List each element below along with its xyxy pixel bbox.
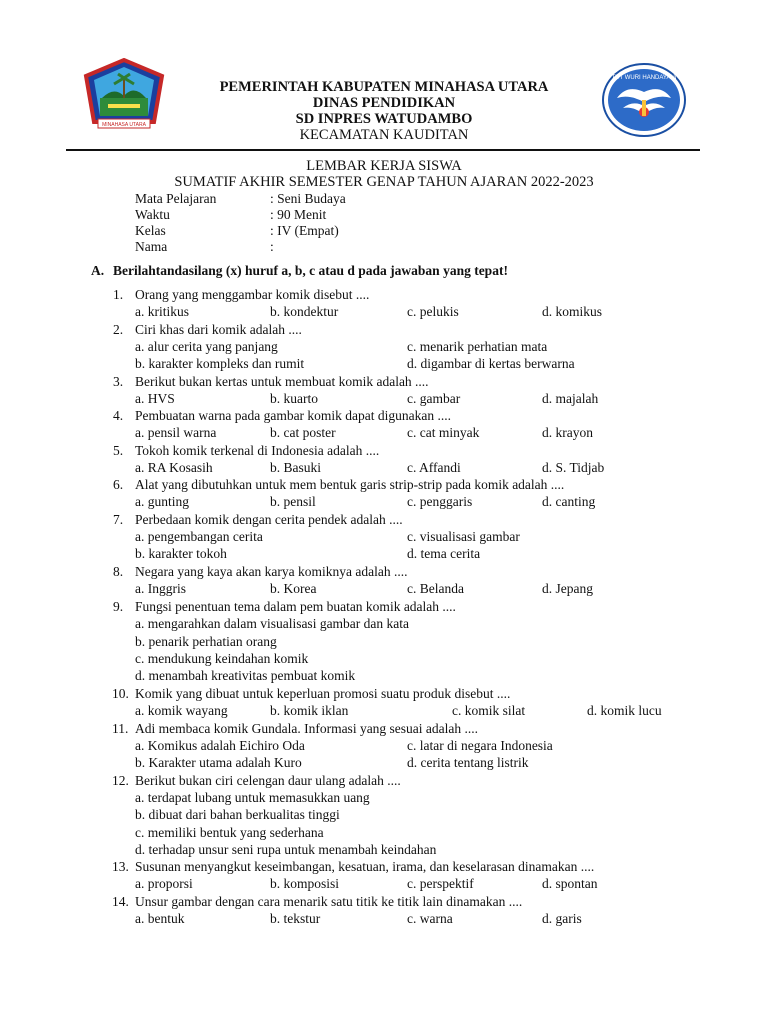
header-department: DINAS PENDIDIKAN — [312, 95, 456, 111]
info-label: Nama — [135, 239, 168, 254]
answer-option: b. Karakter utama adalah Kuro — [135, 755, 302, 770]
regency-emblem-text: MINAHASA UTARA — [102, 122, 146, 128]
section-instruction: Berilahtandasilang (x) huruf a, b, c atau d pada jawaban yang tepat! — [113, 263, 508, 278]
answer-option: c. komik silat — [452, 703, 526, 718]
info-value: : IV (Empat) — [270, 223, 339, 238]
question-number: 14. — [112, 894, 129, 909]
answer-option: b. komposisi — [270, 876, 340, 891]
answer-option: b. komik iklan — [270, 703, 349, 718]
header-divider — [66, 149, 700, 151]
answer-option: a. Komikus adalah Eichiro Oda — [135, 738, 305, 753]
exam-title: SUMATIF AKHIR SEMESTER GENAP TAHUN AJARAN 2022-2023 — [174, 174, 594, 190]
answer-option: d. Jepang — [542, 581, 593, 596]
question-text: Ciri khas dari komik adalah .... — [135, 322, 302, 337]
info-value: : Seni Budaya — [270, 191, 346, 206]
question-text: Fungsi penentuan tema dalam pem buatan komik adalah .... — [135, 599, 456, 614]
answer-option: c. menarik perhatian mata — [407, 339, 548, 354]
answer-option: b. pensil — [270, 494, 316, 509]
answer-option: d. terhadap unsur seni rupa untuk menambah keindahan — [135, 842, 437, 857]
answer-option: d. S. Tidjab — [542, 460, 605, 475]
section-letter: A. — [91, 263, 105, 278]
answer-option: b. dibuat dari bahan berkualitas tinggi — [135, 807, 340, 822]
answer-option: c. penggaris — [407, 494, 473, 509]
question-number: 10. — [112, 686, 129, 701]
question-number: 5. — [113, 443, 124, 458]
answer-option: b. Korea — [270, 581, 317, 596]
answer-option: c. memiliki bentuk yang sederhana — [135, 825, 324, 840]
answer-option: d. spontan — [542, 876, 598, 891]
answer-option: b. penarik perhatian orang — [135, 634, 277, 649]
answer-option: d. krayon — [542, 425, 593, 440]
answer-option: a. gunting — [135, 494, 189, 509]
header-government: PEMERINTAH KABUPATEN MINAHASA UTARA — [219, 79, 549, 95]
answer-option: d. cerita tentang listrik — [407, 755, 529, 770]
info-value: : 90 Menit — [270, 207, 327, 222]
answer-option: b. cat poster — [270, 425, 336, 440]
answer-option: c. pelukis — [407, 304, 459, 319]
question-text: Unsur gambar dengan cara menarik satu titik ke titik lain dinamakan .... — [135, 894, 523, 909]
answer-option: a. bentuk — [135, 911, 185, 926]
answer-option: a. RA Kosasih — [135, 460, 213, 475]
answer-option: a. mengarahkan dalam visualisasi gambar dan kata — [135, 616, 410, 631]
answer-option: a. Inggris — [135, 581, 186, 596]
info-label: Kelas — [135, 223, 166, 238]
question-text: Komik yang dibuat untuk keperluan promosi suatu produk disebut .... — [135, 686, 511, 701]
answer-option: c. perspektif — [407, 876, 474, 891]
answer-option: d. garis — [542, 911, 582, 926]
question-text: Susunan menyangkut keseimbangan, kesatuan, irama, dan keselarasan dinamakan .... — [135, 859, 595, 874]
question-number: 12. — [112, 773, 129, 788]
answer-option: d. menambah kreativitas pembuat komik — [135, 668, 356, 683]
answer-option: d. komik lucu — [587, 703, 662, 718]
question-text: Berikut bukan ciri celengan daur ulang adalah .... — [135, 773, 401, 788]
question-number: 1. — [113, 287, 124, 302]
answer-option: b. Basuki — [270, 460, 322, 475]
answer-option: d. majalah — [542, 391, 599, 406]
question-number: 4. — [113, 408, 124, 423]
answer-option: c. Belanda — [407, 581, 464, 596]
question-text: Adi membaca komik Gundala. Informasi yang sesuai adalah .... — [135, 721, 479, 736]
question-text: Negara yang kaya akan karya komiknya adalah .... — [135, 564, 408, 579]
header-school: SD INPRES WATUDAMBO — [295, 111, 473, 127]
answer-option: a. proporsi — [135, 876, 193, 891]
header-district: KECAMATAN KAUDITAN — [299, 127, 469, 143]
answer-option: d. komikus — [542, 304, 603, 319]
answer-option: a. pengembangan cerita — [135, 529, 263, 544]
question-text: Tokoh komik terkenal di Indonesia adalah .... — [135, 443, 380, 458]
answer-option: a. terdapat lubang untuk memasukkan uang — [135, 790, 370, 805]
worksheet-title: LEMBAR KERJA SISWA — [306, 158, 462, 174]
question-text: Perbedaan komik dengan cerita pendek adalah .... — [135, 512, 403, 527]
answer-option: c. warna — [407, 911, 453, 926]
question-number: 13. — [112, 859, 129, 874]
question-number: 2. — [113, 322, 124, 337]
tut-wuri-handayani-text: TUT WURI HANDAYANI — [611, 75, 677, 81]
answer-option: b. karakter kompleks dan rumit — [135, 356, 305, 371]
answer-option: c. gambar — [407, 391, 461, 406]
question-text: Berikut bukan kertas untuk membuat komik adalah .... — [135, 374, 429, 389]
answer-option: c. visualisasi gambar — [407, 529, 520, 544]
answer-option: d. tema cerita — [407, 546, 481, 561]
answer-option: b. kuarto — [270, 391, 318, 406]
question-text: Orang yang menggambar komik disebut .... — [135, 287, 370, 302]
info-label: Waktu — [135, 207, 170, 222]
answer-option: a. komik wayang — [135, 703, 228, 718]
answer-option: b. tekstur — [270, 911, 321, 926]
answer-option: c. cat minyak — [407, 425, 480, 440]
question-number: 3. — [113, 374, 124, 389]
answer-option: a. pensil warna — [135, 425, 217, 440]
question-text: Alat yang dibutuhkan untuk mem bentuk garis strip-strip pada komik adalah .... — [135, 477, 565, 492]
answer-option: a. alur cerita yang panjang — [135, 339, 278, 354]
question-number: 7. — [113, 512, 124, 527]
answer-option: b. karakter tokoh — [135, 546, 227, 561]
info-label: Mata Pelajaran — [135, 191, 217, 206]
answer-option: d. canting — [542, 494, 596, 509]
question-number: 6. — [113, 477, 124, 492]
answer-option: a. kritikus — [135, 304, 189, 319]
info-value: : — [270, 239, 274, 254]
answer-option: b. kondektur — [270, 304, 339, 319]
answer-option: d. digambar di kertas berwarna — [407, 356, 575, 371]
answer-option: c. Affandi — [407, 460, 461, 475]
answer-option: a. HVS — [135, 391, 175, 406]
question-number: 11. — [112, 721, 129, 736]
question-number: 9. — [113, 599, 124, 614]
question-number: 8. — [113, 564, 124, 579]
answer-option: c. mendukung keindahan komik — [135, 651, 309, 666]
question-text: Pembuatan warna pada gambar komik dapat digunakan .... — [135, 408, 452, 423]
answer-option: c. latar di negara Indonesia — [407, 738, 553, 753]
